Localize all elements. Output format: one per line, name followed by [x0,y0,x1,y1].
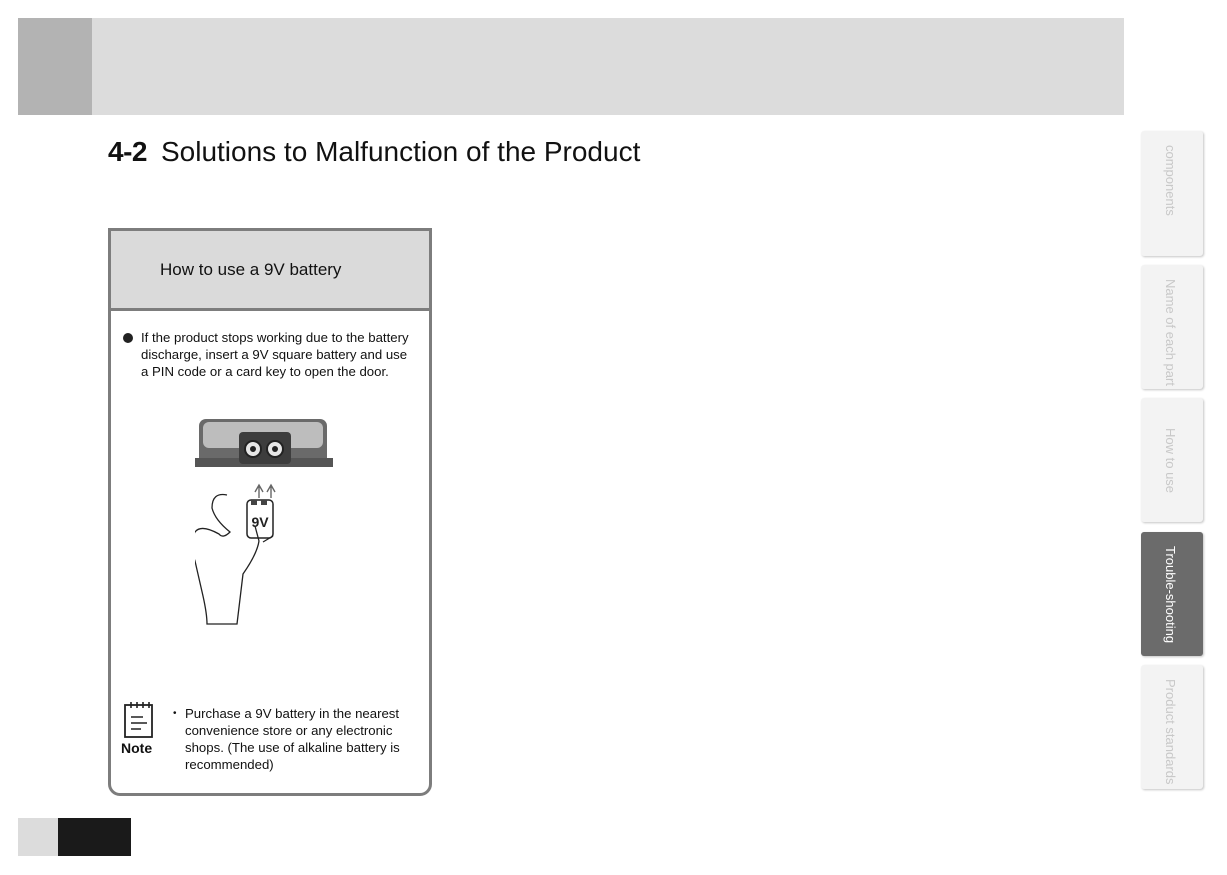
up-arrow-icon [255,485,275,498]
tab-label: Trouble-shooting [1163,546,1178,644]
tab-components[interactable] [1141,131,1203,256]
lock-unit-image [195,419,333,467]
instruction-text: If the product stops working due to the battery discharge, insert a 9V square battery and use a PIN code or a card key to open the door. [141,330,409,379]
footer-block-dark [58,818,131,856]
page-title [108,136,640,168]
card-title: How to use a 9V battery [160,259,342,279]
tab-trouble-shooting[interactable] [1141,532,1203,656]
tab-label: components [1163,145,1178,216]
bullet-icon [123,333,133,343]
tab-product-standards[interactable] [1141,665,1203,789]
header-band-accent [18,18,92,115]
header-band [18,18,1124,115]
instruction-bullet [123,329,415,380]
note-text: Purchase a 9V battery in the nearest convenience store or any electronic shops. (The use of alkaline battery is recommended) [185,706,400,772]
section-number: 4-2 [108,136,147,167]
note-label: Note [121,740,153,756]
card-header [111,231,429,311]
tab-name-of-each-part[interactable] [1141,265,1203,389]
battery-illustration [195,416,340,626]
tab-how-to-use[interactable] [1141,398,1203,522]
section-title: Solutions to Malfunction of the Product [160,136,641,167]
tab-label: Product standards [1163,679,1178,785]
battery-info-card [108,228,432,796]
tab-label: How to use [1163,428,1178,494]
note-block [173,705,413,773]
tab-label: Name of each part [1163,279,1178,386]
note-icon [121,701,157,739]
battery-icon [247,500,273,538]
footer-block-light [18,818,58,856]
note-bullet-icon: • [173,708,177,719]
battery-label: 9V [251,514,269,530]
